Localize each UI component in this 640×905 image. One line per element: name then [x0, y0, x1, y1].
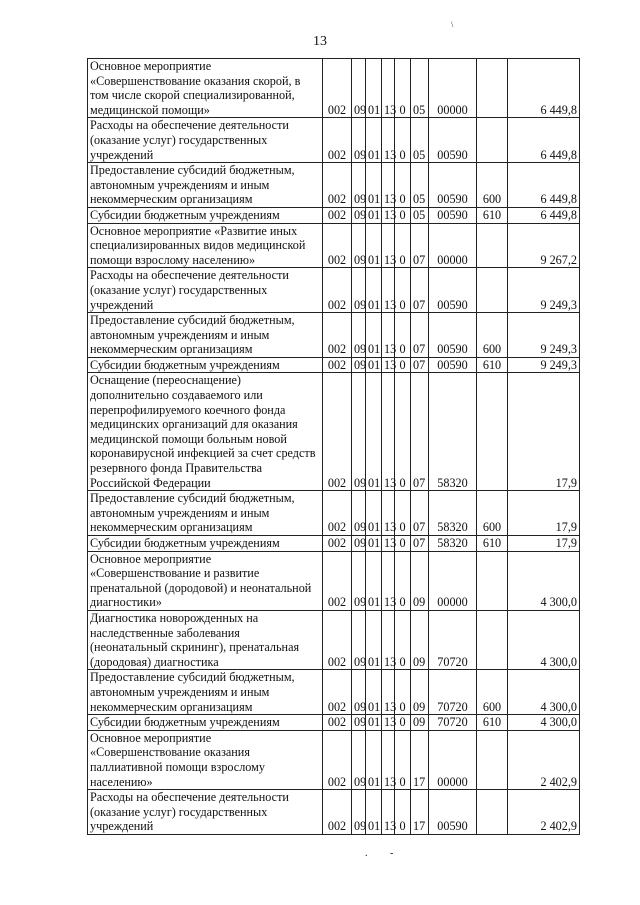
grbs-code: 002: [323, 223, 352, 268]
section-code: 09: [352, 163, 366, 208]
grbs-code: 002: [323, 357, 352, 373]
table-row: [88, 357, 580, 373]
table-row: [88, 491, 580, 536]
subsection-code: 01: [366, 491, 382, 536]
program-code: 13: [382, 313, 395, 358]
row-name: Основное мероприятие «Совершенствование и развитие пренатальной (дородовой) и неонатальной диагностики»: [88, 551, 323, 610]
program-code: 13: [382, 491, 395, 536]
program-code: 13: [382, 551, 395, 610]
subprogram-code: 0: [395, 207, 411, 223]
amount: 9 267,2: [508, 223, 580, 268]
table-row: [88, 59, 580, 118]
section-code: 09: [352, 790, 366, 835]
expense-type-code: 610: [477, 207, 508, 223]
grbs-code: 002: [323, 373, 352, 491]
expense-code: 58320: [429, 536, 477, 552]
amount: 9 249,3: [508, 268, 580, 313]
expense-type-code: 600: [477, 313, 508, 358]
table-row: [88, 268, 580, 313]
amount: 17,9: [508, 536, 580, 552]
table-row: [88, 715, 580, 731]
expense-code: 00590: [429, 207, 477, 223]
expense-code: 00000: [429, 223, 477, 268]
subprogram-code: 0: [395, 373, 411, 491]
amount: 9 249,3: [508, 357, 580, 373]
section-code: 09: [352, 357, 366, 373]
subprogram-code: 0: [395, 536, 411, 552]
program-code: 13: [382, 207, 395, 223]
subsection-code: 01: [366, 313, 382, 358]
grbs-code: 002: [323, 491, 352, 536]
row-name: Субсидии бюджетным учреждениям: [88, 536, 323, 552]
program-code: 13: [382, 670, 395, 715]
direction-code: 07: [411, 536, 429, 552]
direction-code: 09: [411, 715, 429, 731]
program-code: 13: [382, 373, 395, 491]
section-code: 09: [352, 207, 366, 223]
grbs-code: 002: [323, 715, 352, 731]
subsection-code: 01: [366, 118, 382, 163]
grbs-code: 002: [323, 670, 352, 715]
table-row: [88, 730, 580, 789]
amount: 2 402,9: [508, 790, 580, 835]
section-code: 09: [352, 610, 366, 669]
table-row: [88, 118, 580, 163]
section-code: 09: [352, 491, 366, 536]
row-name: Субсидии бюджетным учреждениям: [88, 207, 323, 223]
table-row: [88, 536, 580, 552]
table-row: [88, 373, 580, 491]
section-code: 09: [352, 730, 366, 789]
grbs-code: 002: [323, 551, 352, 610]
subsection-code: 01: [366, 223, 382, 268]
row-name: Субсидии бюджетным учреждениям: [88, 715, 323, 731]
expense-type-code: [477, 373, 508, 491]
direction-code: 09: [411, 670, 429, 715]
expense-code: 00590: [429, 357, 477, 373]
direction-code: 05: [411, 118, 429, 163]
row-name: Предоставление субсидий бюджетным, автономным учреждениям и иным некоммерческим организациям: [88, 670, 323, 715]
row-name: Диагностика новорожденных на наследственные заболевания (неонатальный скрининг), пренатальная (дородовая) диагностика: [88, 610, 323, 669]
subprogram-code: 0: [395, 610, 411, 669]
program-code: 13: [382, 268, 395, 313]
subprogram-code: 0: [395, 357, 411, 373]
subsection-code: 01: [366, 670, 382, 715]
subprogram-code: 0: [395, 118, 411, 163]
expense-type-code: 610: [477, 536, 508, 552]
direction-code: 09: [411, 610, 429, 669]
expense-code: 00590: [429, 118, 477, 163]
row-name: Оснащение (переоснащение) дополнительно создаваемого или перепрофилируемого коечного фонда медицинских организаций для оказания медицинской помощи больным новой коронавирусной инфекцией за счет средств резервного фонда Правительства Российской Федерации: [88, 373, 323, 491]
direction-code: 07: [411, 373, 429, 491]
grbs-code: 002: [323, 610, 352, 669]
subsection-code: 01: [366, 59, 382, 118]
row-name: Предоставление субсидий бюджетным, автономным учреждениям и иным некоммерческим организациям: [88, 491, 323, 536]
expense-code: 70720: [429, 670, 477, 715]
expense-type-code: [477, 118, 508, 163]
expense-code: 00000: [429, 59, 477, 118]
program-code: 13: [382, 223, 395, 268]
expense-type-code: [477, 610, 508, 669]
table-row: [88, 670, 580, 715]
grbs-code: 002: [323, 118, 352, 163]
subsection-code: 01: [366, 268, 382, 313]
row-name: Расходы на обеспечение деятельности (оказание услуг) государственных учреждений: [88, 118, 323, 163]
subprogram-code: 0: [395, 551, 411, 610]
program-code: 13: [382, 715, 395, 731]
amount: 6 449,8: [508, 163, 580, 208]
amount: 4 300,0: [508, 610, 580, 669]
expense-type-code: 600: [477, 163, 508, 208]
expense-code: 58320: [429, 373, 477, 491]
expense-code: 70720: [429, 715, 477, 731]
program-code: 13: [382, 118, 395, 163]
row-name: Предоставление субсидий бюджетным, автономным учреждениям и иным некоммерческим организациям: [88, 313, 323, 358]
direction-code: 07: [411, 491, 429, 536]
row-name: Основное мероприятие «Развитие иных специализированных видов медицинской помощи взрослому населению»: [88, 223, 323, 268]
direction-code: 07: [411, 223, 429, 268]
section-code: 09: [352, 313, 366, 358]
direction-code: 09: [411, 551, 429, 610]
grbs-code: 002: [323, 730, 352, 789]
amount: 2 402,9: [508, 730, 580, 789]
row-name: Расходы на обеспечение деятельности (оказание услуг) государственных учреждений: [88, 790, 323, 835]
subsection-code: 01: [366, 715, 382, 731]
amount: 4 300,0: [508, 551, 580, 610]
expense-type-code: 600: [477, 491, 508, 536]
table-row: [88, 163, 580, 208]
budget-table: [87, 58, 580, 835]
row-name: Основное мероприятие «Совершенствование оказания скорой, в том числе скорой специализированной, медицинской помощи»: [88, 59, 323, 118]
row-name: Субсидии бюджетным учреждениям: [88, 357, 323, 373]
amount: 17,9: [508, 491, 580, 536]
expense-type-code: [477, 730, 508, 789]
program-code: 13: [382, 59, 395, 118]
amount: 4 300,0: [508, 715, 580, 731]
expense-code: 00590: [429, 790, 477, 835]
program-code: 13: [382, 163, 395, 208]
subprogram-code: 0: [395, 313, 411, 358]
subprogram-code: 0: [395, 163, 411, 208]
grbs-code: 002: [323, 268, 352, 313]
grbs-code: 002: [323, 59, 352, 118]
subprogram-code: 0: [395, 223, 411, 268]
subprogram-code: 0: [395, 670, 411, 715]
row-name: Предоставление субсидий бюджетным, автономным учреждениям и иным некоммерческим организациям: [88, 163, 323, 208]
expense-type-code: [477, 551, 508, 610]
expense-code: 00590: [429, 163, 477, 208]
amount: 4 300,0: [508, 670, 580, 715]
grbs-code: 002: [323, 790, 352, 835]
table-row: [88, 207, 580, 223]
expense-code: 70720: [429, 610, 477, 669]
table-row: [88, 790, 580, 835]
section-code: 09: [352, 551, 366, 610]
direction-code: 05: [411, 207, 429, 223]
table-row: [88, 551, 580, 610]
page-number: 13: [313, 34, 327, 49]
expense-code: 00590: [429, 268, 477, 313]
section-code: 09: [352, 268, 366, 313]
expense-type-code: [477, 59, 508, 118]
subsection-code: 01: [366, 163, 382, 208]
grbs-code: 002: [323, 313, 352, 358]
section-code: 09: [352, 118, 366, 163]
program-code: 13: [382, 790, 395, 835]
section-code: 09: [352, 670, 366, 715]
section-code: 09: [352, 223, 366, 268]
subsection-code: 01: [366, 730, 382, 789]
subprogram-code: 0: [395, 268, 411, 313]
subprogram-code: 0: [395, 491, 411, 536]
subprogram-code: 0: [395, 790, 411, 835]
direction-code: 17: [411, 730, 429, 789]
bottom-marks: . -: [365, 848, 404, 859]
direction-code: 07: [411, 313, 429, 358]
amount: 9 249,3: [508, 313, 580, 358]
subsection-code: 01: [366, 551, 382, 610]
program-code: 13: [382, 730, 395, 789]
table-row: [88, 313, 580, 358]
corner-mark: \: [451, 20, 454, 29]
subsection-code: 01: [366, 536, 382, 552]
grbs-code: 002: [323, 207, 352, 223]
table-row: [88, 223, 580, 268]
direction-code: 07: [411, 357, 429, 373]
grbs-code: 002: [323, 163, 352, 208]
subsection-code: 01: [366, 610, 382, 669]
direction-code: 17: [411, 790, 429, 835]
row-name: Основное мероприятие «Совершенствование оказания паллиативной помощи взрослому населению»: [88, 730, 323, 789]
subprogram-code: 0: [395, 730, 411, 789]
subsection-code: 01: [366, 373, 382, 491]
expense-type-code: 610: [477, 357, 508, 373]
program-code: 13: [382, 357, 395, 373]
direction-code: 05: [411, 163, 429, 208]
direction-code: 07: [411, 268, 429, 313]
expense-type-code: 600: [477, 670, 508, 715]
direction-code: 05: [411, 59, 429, 118]
subprogram-code: 0: [395, 59, 411, 118]
row-name: Расходы на обеспечение деятельности (оказание услуг) государственных учреждений: [88, 268, 323, 313]
subsection-code: 01: [366, 790, 382, 835]
section-code: 09: [352, 536, 366, 552]
subprogram-code: 0: [395, 715, 411, 731]
expense-type-code: [477, 790, 508, 835]
program-code: 13: [382, 610, 395, 669]
amount: 17,9: [508, 373, 580, 491]
budget-table-body: [88, 59, 580, 835]
subsection-code: 01: [366, 207, 382, 223]
subsection-code: 01: [366, 357, 382, 373]
expense-type-code: [477, 223, 508, 268]
section-code: 09: [352, 59, 366, 118]
grbs-code: 002: [323, 536, 352, 552]
table-row: [88, 610, 580, 669]
expense-code: 58320: [429, 491, 477, 536]
program-code: 13: [382, 536, 395, 552]
expense-code: 00590: [429, 313, 477, 358]
expense-code: 00000: [429, 551, 477, 610]
section-code: 09: [352, 373, 366, 491]
expense-type-code: [477, 268, 508, 313]
expense-code: 00000: [429, 730, 477, 789]
amount: 6 449,8: [508, 59, 580, 118]
section-code: 09: [352, 715, 366, 731]
expense-type-code: 610: [477, 715, 508, 731]
amount: 6 449,8: [508, 207, 580, 223]
amount: 6 449,8: [508, 118, 580, 163]
